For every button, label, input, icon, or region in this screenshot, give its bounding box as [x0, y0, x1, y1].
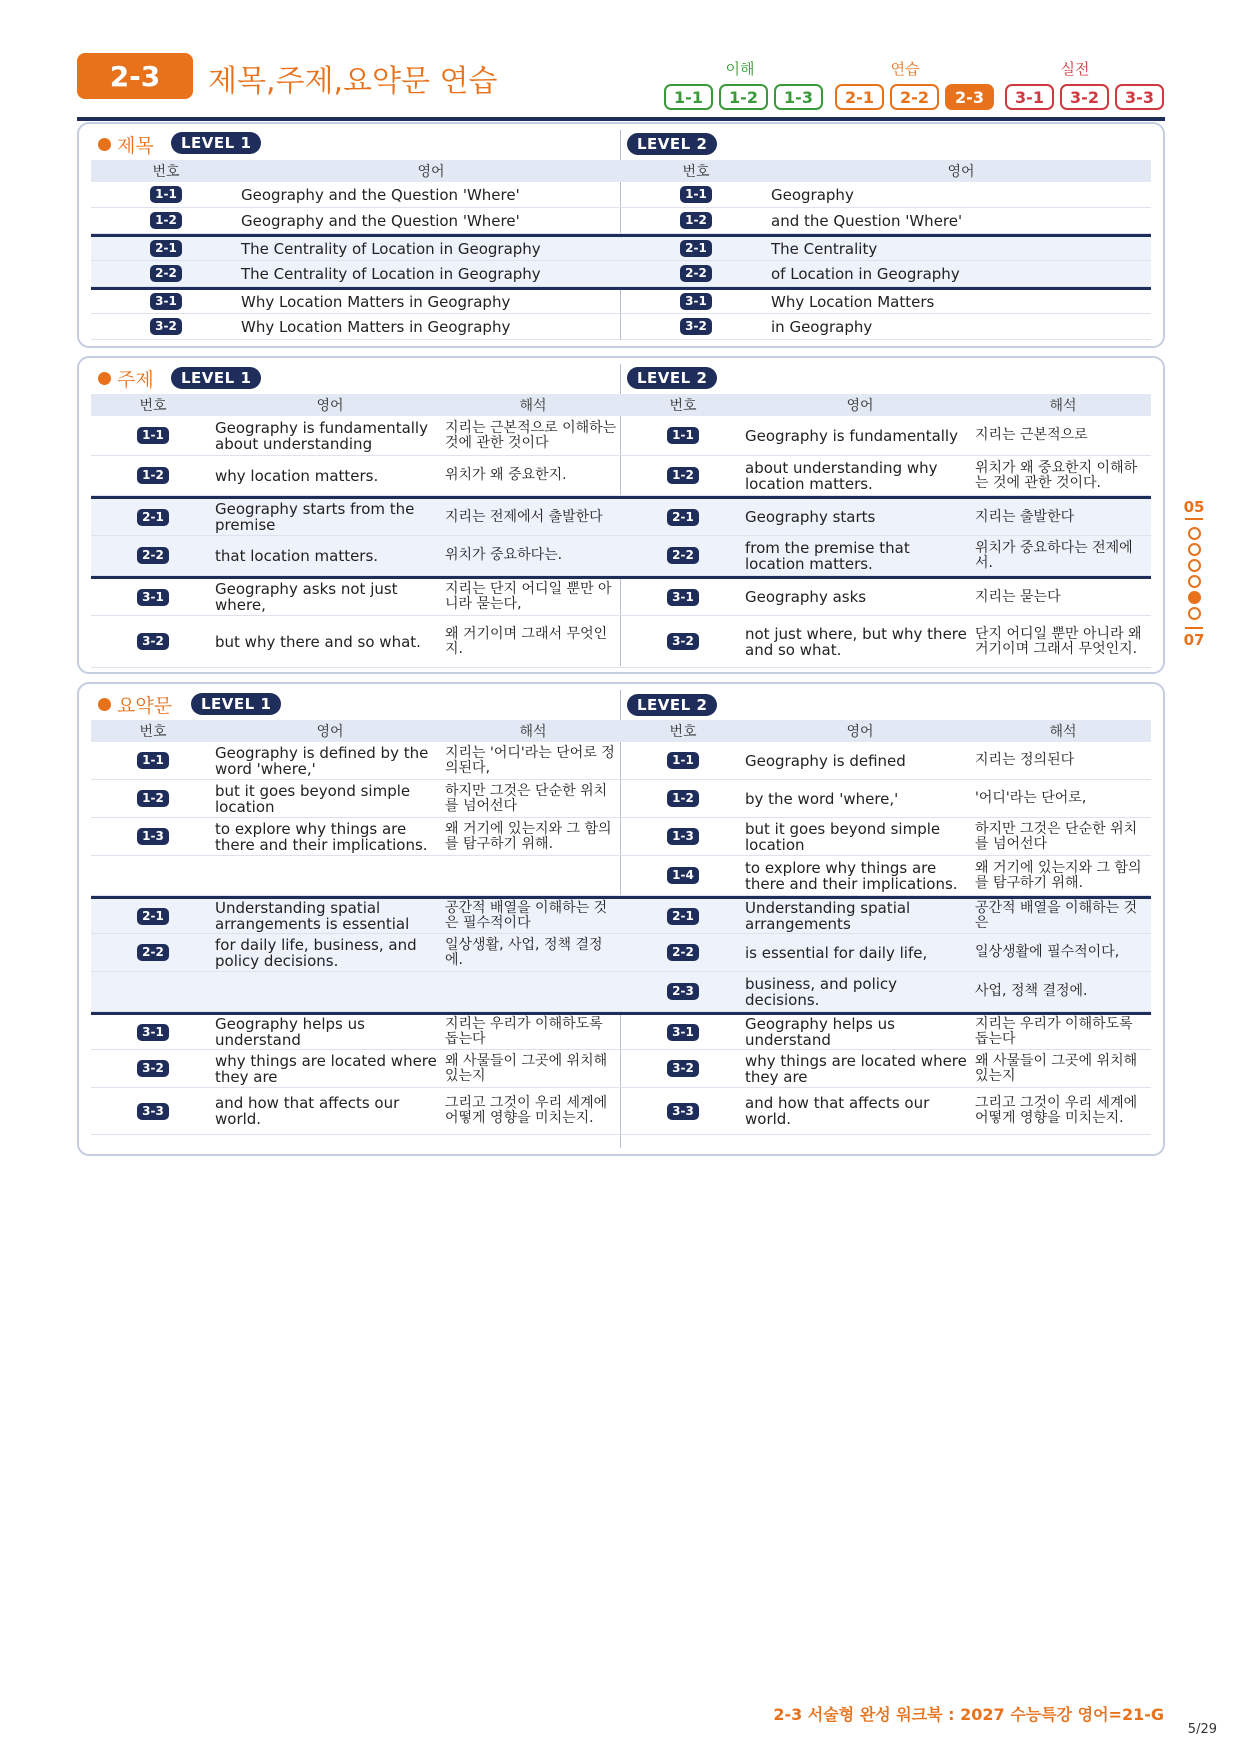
row-number — [621, 867, 745, 884]
table-row — [621, 234, 1151, 261]
row-number — [91, 212, 241, 229]
progress-dot — [1188, 559, 1201, 572]
korean-translation: 왜 거기에 있는지와 그 함의를 탐구하기 위해. — [975, 859, 1142, 891]
row-number — [91, 828, 215, 845]
korean-translation: 왜 거기에 있는지와 그 함의를 탐구하기 위해. — [445, 820, 612, 852]
english-text: Geography helps us understand — [745, 1015, 895, 1049]
title-level2-table — [621, 160, 1151, 340]
column-header: 번호 — [669, 398, 697, 414]
progress-indicator — [1183, 498, 1205, 649]
english-text: and how that affects our world. — [215, 1094, 400, 1128]
title-level1-table — [91, 160, 621, 340]
english-text: Why Location Matters — [771, 292, 935, 311]
row-number — [91, 547, 215, 564]
row-number-badge: 3-2 — [137, 1060, 169, 1077]
column-header: 해석 — [519, 398, 547, 414]
row-number — [621, 509, 745, 526]
row-number-badge: 1-2 — [137, 790, 169, 807]
page-title: 제목,주제,요약문 연습 — [208, 64, 498, 99]
table-row — [91, 536, 621, 576]
english-text: Geography is defined — [745, 751, 906, 770]
table-row — [91, 972, 621, 1012]
row-number — [621, 1103, 745, 1120]
nav-button-3-3[interactable]: 3-3 — [1115, 84, 1164, 110]
row-number — [621, 212, 771, 229]
row-number-badge: 1-1 — [150, 186, 182, 203]
english-text: why location matters. — [215, 466, 379, 485]
row-number — [621, 467, 745, 484]
row-number-badge: 2-2 — [667, 944, 699, 961]
english-text: in Geography — [771, 317, 873, 336]
table-row — [621, 287, 1151, 314]
nav-button-2-3[interactable]: 2-3 — [945, 84, 994, 110]
row-number — [621, 983, 745, 1000]
table-row — [91, 856, 621, 896]
row-number-badge: 1-2 — [680, 212, 712, 229]
row-number — [91, 908, 215, 925]
table-header — [621, 394, 1151, 416]
table-row — [91, 314, 621, 340]
english-text: is essential for daily life, — [745, 943, 928, 962]
row-number-badge: 1-1 — [137, 427, 169, 444]
nav-group-label: 연습 — [890, 60, 920, 78]
row-number-badge: 3-2 — [137, 633, 169, 650]
table-row — [91, 234, 621, 261]
row-number — [621, 240, 771, 257]
table-row — [621, 182, 1151, 208]
level1-badge: LEVEL 1 — [171, 132, 261, 154]
row-number — [621, 944, 745, 961]
korean-translation: 사업, 정책 결정에. — [975, 983, 1088, 999]
korean-translation: 지리는 근본적으로 이해하는 것에 관한 것이다 — [445, 419, 617, 451]
table-row — [91, 818, 621, 856]
table-row — [91, 742, 621, 780]
english-text: Geography is defined by the word 'where,' — [215, 743, 429, 778]
english-text: The Centrality — [771, 239, 878, 258]
english-text: The Centrality of Location in Geography — [241, 239, 541, 258]
row-number-badge: 1-1 — [667, 427, 699, 444]
korean-translation: 지리는 근본적으로 — [975, 427, 1088, 443]
row-number — [621, 908, 745, 925]
row-number — [621, 828, 745, 845]
english-text: Why Location Matters in Geography — [241, 317, 511, 336]
korean-translation: 공간적 배열을 이해하는 것은 — [975, 900, 1138, 931]
row-number-badge: 3-2 — [680, 318, 712, 335]
korean-translation: 하지만 그것은 단순한 위치를 넘어선다 — [975, 820, 1138, 852]
column-header: 영어 — [417, 164, 445, 180]
table-header — [621, 160, 1151, 182]
row-number — [621, 1060, 745, 1077]
header-divider — [77, 117, 1165, 121]
row-number-badge: 2-1 — [137, 509, 169, 526]
english-text: that location matters. — [215, 546, 379, 565]
row-number — [91, 509, 215, 526]
level1-badge: LEVEL 1 — [191, 693, 281, 715]
english-text: why things are located where they are — [745, 1051, 967, 1086]
english-text: Geography — [771, 185, 854, 204]
table-row — [91, 287, 621, 314]
row-number-badge: 2-2 — [680, 265, 712, 282]
topic-level2-table — [621, 394, 1151, 668]
row-number — [91, 240, 241, 257]
table-row — [91, 182, 621, 208]
nav-group-label: 실전 — [1060, 60, 1090, 78]
row-number-badge: 2-1 — [680, 240, 712, 257]
row-number — [91, 944, 215, 961]
english-text: Understanding spatial arrangements — [745, 899, 911, 933]
row-number — [91, 1103, 215, 1120]
row-number-badge: 1-1 — [667, 752, 699, 769]
row-number-badge: 2-3 — [667, 983, 699, 1000]
table-row — [621, 456, 1151, 496]
row-number — [91, 186, 241, 203]
footer-text: 2-3 서술형 완성 워크북 : 2027 수능특강 영어=21-G — [773, 1705, 1164, 1724]
row-number — [91, 633, 215, 650]
english-text: Geography and the Question 'Where' — [241, 211, 520, 230]
row-number — [91, 467, 215, 484]
korean-translation: 위치가 왜 중요한지 이해하는 것에 관한 것이다. — [975, 459, 1138, 491]
table-row — [621, 934, 1151, 972]
row-number-badge: 3-3 — [137, 1103, 169, 1120]
table-row — [621, 576, 1151, 616]
nav-group-label: 이해 — [725, 60, 755, 78]
bullet-icon — [98, 138, 111, 151]
english-text: not just where, but why there and so what. — [745, 624, 967, 659]
row-number — [621, 633, 745, 650]
column-header: 해석 — [1049, 724, 1077, 740]
korean-translation: '어디'라는 단어로, — [975, 790, 1087, 806]
table-row — [621, 496, 1151, 536]
table-row — [91, 496, 621, 536]
korean-translation: 지리는 단지 어디일 뿐만 아니라 묻는다, — [445, 581, 612, 612]
korean-translation: 지리는 전제에서 출발한다 — [445, 508, 603, 525]
nav-button-2-1[interactable]: 2-1 — [835, 84, 884, 110]
summary-level1-table — [91, 720, 621, 1135]
column-header: 영어 — [316, 724, 344, 740]
row-number — [621, 752, 745, 769]
level1-badge: LEVEL 1 — [171, 367, 261, 389]
row-number-badge: 2-1 — [137, 908, 169, 925]
table-header — [91, 394, 621, 416]
table-row — [621, 856, 1151, 896]
row-number — [621, 186, 771, 203]
row-number — [621, 790, 745, 807]
table-row — [621, 616, 1151, 668]
nav-button-2-2[interactable]: 2-2 — [890, 84, 939, 110]
topic-level1-table — [91, 394, 621, 668]
korean-translation: 지리는 '어디'라는 단어로 정의된다, — [445, 744, 615, 776]
row-number-badge: 2-1 — [667, 908, 699, 925]
table-row — [621, 536, 1151, 576]
english-text: business, and policy decisions. — [745, 974, 898, 1009]
korean-translation: 하지만 그것은 단순한 위치를 넘어선다 — [445, 782, 608, 814]
korean-translation: 일상생활, 사업, 정책 결정에. — [445, 936, 603, 968]
korean-translation: 지리는 우리가 이해하도록 돕는다 — [445, 1016, 603, 1047]
row-number — [91, 1060, 215, 1077]
english-text: about understanding why location matters. — [745, 458, 938, 493]
progress-dot — [1188, 543, 1201, 556]
english-text: to explore why things are there and their implications. — [745, 858, 958, 893]
table-row — [621, 818, 1151, 856]
progress-dot — [1188, 575, 1201, 588]
row-number — [621, 589, 745, 606]
row-number-badge: 3-2 — [150, 318, 182, 335]
row-number-badge: 2-2 — [137, 944, 169, 961]
row-number-badge: 2-2 — [137, 547, 169, 564]
table-row — [91, 1050, 621, 1088]
english-text: Geography is fundamentally — [745, 426, 958, 445]
progress-end: 07 — [1183, 631, 1205, 649]
column-header: 영어 — [947, 164, 975, 180]
row-number-badge: 3-2 — [667, 1060, 699, 1077]
table-row — [91, 1012, 621, 1050]
table-row — [621, 416, 1151, 456]
column-header: 번호 — [152, 164, 180, 180]
row-number-badge: 3-1 — [137, 589, 169, 606]
english-text: Geography asks not just where, — [215, 580, 398, 614]
korean-translation: 위치가 중요하다는. — [445, 547, 563, 563]
row-number — [621, 318, 771, 335]
row-number-badge: 1-1 — [680, 186, 712, 203]
row-number — [91, 752, 215, 769]
korean-translation: 지리는 출발한다 — [975, 508, 1075, 525]
nav-button-3-1[interactable]: 3-1 — [1005, 84, 1054, 110]
row-number-badge: 3-3 — [667, 1103, 699, 1120]
row-number — [91, 589, 215, 606]
row-number-badge: 3-1 — [667, 1024, 699, 1041]
table-row — [621, 780, 1151, 818]
row-number-badge: 2-2 — [667, 547, 699, 564]
english-text: Geography starts from the premise — [215, 500, 415, 534]
row-number — [91, 790, 215, 807]
english-text: but why there and so what. — [215, 632, 421, 651]
table-row — [621, 208, 1151, 234]
table-header — [91, 160, 621, 182]
korean-translation: 왜 거기이며 그래서 무엇인지. — [445, 625, 608, 657]
table-row — [621, 1088, 1151, 1135]
table-row — [91, 208, 621, 234]
korean-translation: 단지 어디일 뿐만 아니라 왜 거기이며 그래서 무엇인지. — [975, 625, 1142, 657]
nav-button-1-1[interactable]: 1-1 — [664, 84, 713, 110]
row-number-badge: 1-2 — [137, 467, 169, 484]
table-header — [621, 720, 1151, 742]
english-text: Geography and the Question 'Where' — [241, 185, 520, 204]
row-number — [91, 427, 215, 444]
column-header: 번호 — [139, 724, 167, 740]
english-text: of Location in Geography — [771, 264, 960, 283]
table-row — [91, 416, 621, 456]
row-number-badge: 1-3 — [667, 828, 699, 845]
table-row — [91, 261, 621, 287]
english-text: by the word 'where,' — [745, 789, 899, 808]
row-number-badge: 1-1 — [137, 752, 169, 769]
english-text: from the premise that location matters. — [745, 538, 910, 573]
row-number — [91, 293, 241, 310]
korean-translation: 왜 사물들이 그곳에 위치해 있는지 — [445, 1052, 608, 1084]
column-header: 번호 — [669, 724, 697, 740]
korean-translation: 지리는 묻는다 — [975, 588, 1061, 605]
row-number-badge: 1-3 — [137, 828, 169, 845]
english-text: Geography asks — [745, 588, 867, 606]
row-number-badge: 3-1 — [680, 293, 712, 310]
row-number-badge: 2-2 — [150, 265, 182, 282]
korean-translation: 위치가 왜 중요한지. — [445, 467, 567, 483]
row-number — [91, 1024, 215, 1041]
progress-start: 05 — [1183, 498, 1205, 516]
english-text: Geography helps us understand — [215, 1015, 365, 1049]
korean-translation: 일상생활에 필수적이다, — [975, 944, 1120, 960]
row-number-badge: 2-1 — [150, 240, 182, 257]
row-number — [621, 265, 771, 282]
row-number-badge: 2-1 — [667, 509, 699, 526]
row-number-badge: 1-2 — [150, 212, 182, 229]
korean-translation: 그리고 그것이 우리 세계에 어떻게 영향을 미치는지. — [975, 1095, 1138, 1126]
section-badge: 2-3 — [77, 53, 193, 99]
korean-translation: 왜 사물들이 그곳에 위치해 있는지 — [975, 1052, 1138, 1084]
progress-dot — [1188, 527, 1201, 540]
row-number — [621, 427, 745, 444]
row-number — [621, 293, 771, 310]
english-text: and how that affects our world. — [745, 1094, 930, 1128]
table-row — [621, 742, 1151, 780]
table-row — [621, 896, 1151, 934]
row-number-badge: 1-2 — [667, 790, 699, 807]
korean-translation: 위치가 중요하다는 전제에서. — [975, 539, 1133, 571]
korean-translation: 공간적 배열을 이해하는 것은 필수적이다 — [445, 900, 608, 931]
bullet-icon — [98, 698, 111, 711]
table-row — [91, 896, 621, 934]
row-number-badge: 1-4 — [667, 867, 699, 884]
english-text: for daily life, business, and policy decisions. — [215, 935, 417, 970]
level2-badge: LEVEL 2 — [627, 133, 717, 155]
korean-translation: 지리는 우리가 이해하도록 돕는다 — [975, 1016, 1133, 1047]
nav-button-1-3[interactable]: 1-3 — [774, 84, 823, 110]
english-text: to explore why things are there and their implications. — [215, 819, 428, 854]
korean-translation: 그리고 그것이 우리 세계에 어떻게 영향을 미치는지. — [445, 1095, 608, 1126]
english-text: Geography starts — [745, 508, 876, 526]
english-text: and the Question 'Where' — [771, 211, 963, 230]
table-row — [621, 972, 1151, 1012]
column-header: 해석 — [1049, 398, 1077, 414]
table-row — [91, 934, 621, 972]
table-row — [91, 1088, 621, 1135]
topic-section-heading: 주제 — [98, 365, 154, 392]
table-row — [91, 456, 621, 496]
table-header — [91, 720, 621, 742]
nav-button-1-2[interactable]: 1-2 — [719, 84, 768, 110]
english-text: The Centrality of Location in Geography — [241, 264, 541, 283]
summary-section-heading: 요약문 — [98, 691, 172, 718]
row-number-badge: 3-1 — [667, 589, 699, 606]
table-row — [91, 576, 621, 616]
table-row — [91, 616, 621, 668]
column-header: 번호 — [682, 164, 710, 180]
page-number: 5/29 — [1187, 1722, 1217, 1737]
english-text: Why Location Matters in Geography — [241, 292, 511, 311]
row-number-badge: 1-2 — [667, 467, 699, 484]
table-row — [621, 1050, 1151, 1088]
bullet-icon — [98, 372, 111, 385]
column-header: 영어 — [846, 398, 874, 414]
summary-level2-table — [621, 720, 1151, 1135]
english-text: Geography is fundamentally about understanding — [215, 418, 428, 453]
column-header: 해석 — [519, 724, 547, 740]
row-number — [621, 547, 745, 564]
english-text: but it goes beyond simple location — [745, 819, 941, 854]
column-header: 번호 — [139, 398, 167, 414]
row-number — [91, 318, 241, 335]
korean-translation: 지리는 정의된다 — [975, 752, 1075, 768]
row-number-badge: 3-1 — [137, 1024, 169, 1041]
nav-button-3-2[interactable]: 3-2 — [1060, 84, 1109, 110]
column-header: 영어 — [846, 724, 874, 740]
progress-dot — [1188, 591, 1201, 604]
row-number — [91, 265, 241, 282]
english-text: but it goes beyond simple location — [215, 781, 411, 816]
progress-dot — [1188, 607, 1201, 620]
table-row — [621, 314, 1151, 340]
row-number-badge: 3-1 — [150, 293, 182, 310]
level2-badge: LEVEL 2 — [627, 367, 717, 389]
table-row — [91, 780, 621, 818]
table-row — [621, 261, 1151, 287]
title-section-heading: 제목 — [98, 131, 154, 158]
english-text: Understanding spatial arrangements is essential — [215, 899, 410, 933]
table-row — [621, 1012, 1151, 1050]
level2-badge: LEVEL 2 — [627, 694, 717, 716]
column-header: 영어 — [316, 398, 344, 414]
english-text: why things are located where they are — [215, 1051, 437, 1086]
row-number-badge: 3-2 — [667, 633, 699, 650]
row-number — [621, 1024, 745, 1041]
